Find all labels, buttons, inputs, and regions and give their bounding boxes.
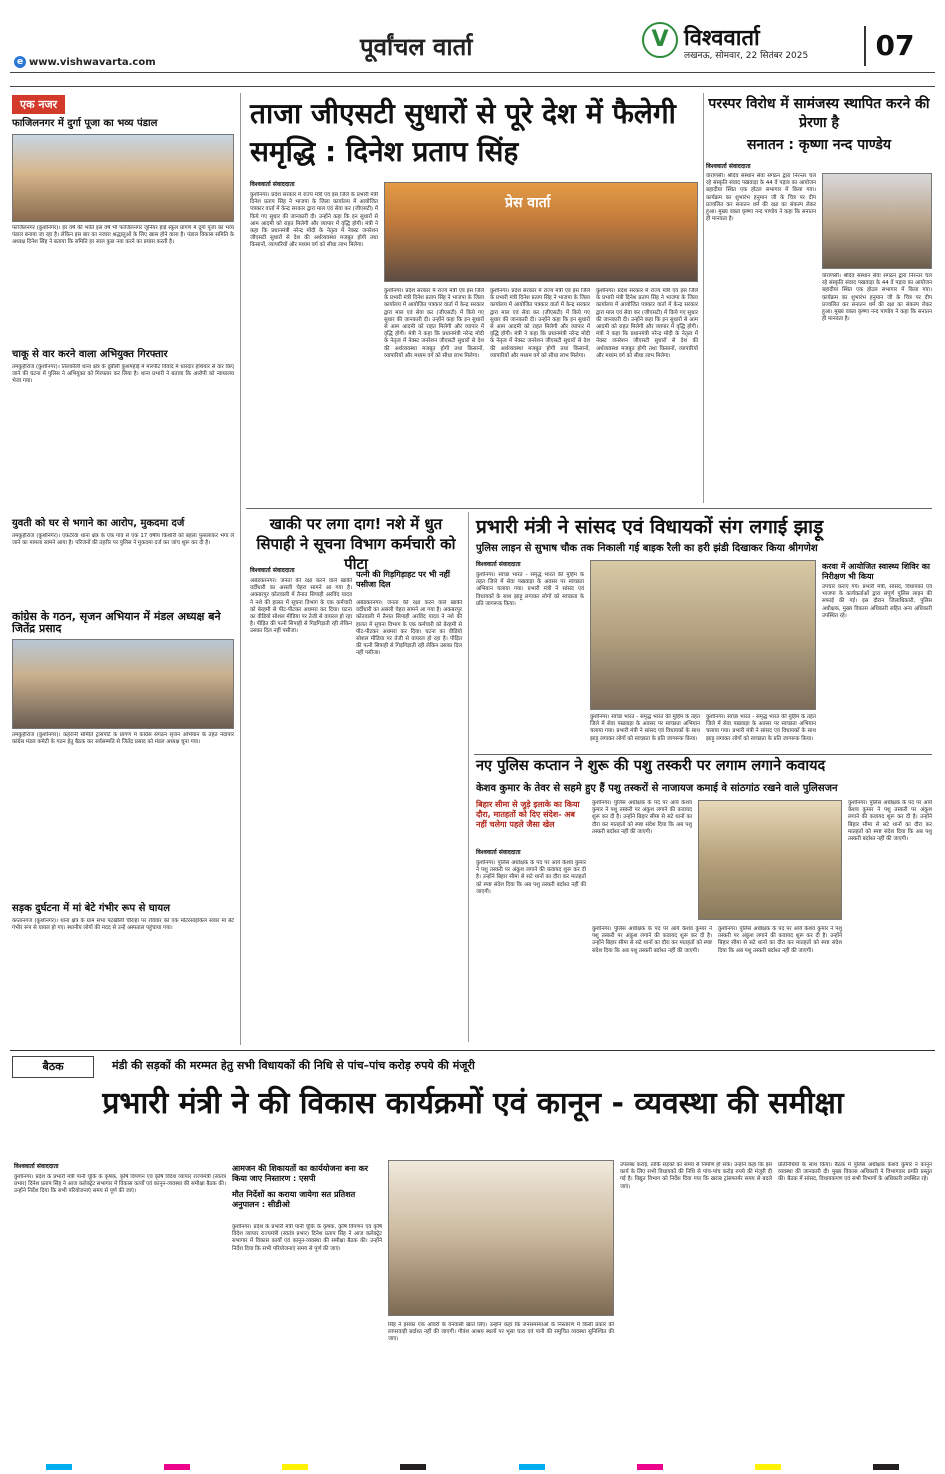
khaki-byline: विश्ववार्ता संवाददाता xyxy=(250,567,295,574)
bottom-section-rule xyxy=(10,1050,935,1051)
ek-nazar-tag: एक नजर xyxy=(12,95,65,114)
police-bullet: बिहार सीमा से जुड़े इलाके का किया दौरा, मातहतों को दिए संदेश- अब नहीं चलेगा पहले जैसा खेल xyxy=(476,800,580,829)
police-byline: विश्ववार्ता संवाददाता xyxy=(476,849,521,856)
logo-icon: V xyxy=(642,22,678,58)
masthead-rule xyxy=(10,72,935,73)
main-body-col2: कुशीनगर। प्रदेश सरकार में राज्य मंत्री एवं इस जिले के प्रभारी मंत्री दिनेश प्रताप सिंह ने भाजपा के जिला कार्यालय में आयोजित पत्रकार वार्ता में केन्द्र सरकार द्वारा माल एवं सेवा कर (जीएसटी) में किये गए सुधार की जानकारी दी। उन्होंने कहा कि इन सुधारों से आम आदमी को राहत मिलेगी और व्यापार में वृद्धि होगी। मंत्री ने कहा कि प्रधानमंत्री नरेन्द्र मोदी के नेतृत्व में नेक्स्ट जनरेशन जीएसटी सुधारों से देश की अर्थव्यवस्था मजबूत होगी तथा किसानों, व्यापारियों और मध्यम वर्ग को सीधा लाभ मिलेगा। xyxy=(384,288,484,359)
jhadu-byline: विश्ववार्ता संवाददाता xyxy=(476,561,521,568)
police-subhead: केशव कुमार के तेवर से सहमे हुए हैं पशु तस्करों से नाजायज कमाई वे सांठगांठ रखने वाले पुलिसजन xyxy=(476,783,838,794)
baithak-strap: मंडी की सड़कों की मरम्मत हेतु सभी विधायकों की निधि से पांच–पांच करोड़ रुपये की मंजूरी xyxy=(112,1059,475,1072)
reg-cyan-2 xyxy=(519,1464,545,1470)
jhadu-body-col1: कुशीनगर। स्वच्छ भारत - समृद्ध भारत की मुहिम के तहत जिले में सेवा पखवाड़ा के अवसर पर स्वच्छता अभियान चलाया गया। प्रभारी मंत्री ने सांसद एवं विधायकों के साथ झाड़ू लगाकर लोगों को स्वच्छता के प्रति जागरूक किया। xyxy=(476,572,584,607)
print-registration-marks xyxy=(0,1462,945,1472)
reg-magenta-2 xyxy=(637,1464,663,1470)
column-divider-mid xyxy=(468,512,469,1042)
sanatan-event-photo xyxy=(822,173,932,269)
jhadu-side-body: उपचार कराएं गये। प्रभारी मंत्री, सांसद, विधायकों एवं भाजपा के कार्यकर्ताओं द्वारा संपूर्ण पुलिस लाइन की सफाई की गई। इस दौरान जिलाधिकारी, पुलिस अधीक्षक, मुख्य विकास अधिकारी सहित अन्य अधिकारी उपस्थित रहे। xyxy=(822,584,932,619)
police-body-col5: कुशीनगर। पुलिस अधीक्षक के पद पर आये केशव कुमार ने पशु तस्करी पर अंकुश लगाने की कवायद शुरू कर दी है। उन्होंने बिहार सीमा से सटे थानों का दौरा कर मातहतों को स्पष्ट संदेश दिया कि अब पशु तस्करी बर्दाश्त नहीं की जाएगी। xyxy=(592,926,712,954)
jhadu-side-bullet: करवा में आयोजित स्वास्थ्य शिविर का निरीक्षण भी किया xyxy=(822,562,930,581)
baithak-body-col2: कुशीनगर। प्रदेश के प्रभारी मंत्री पानी चूंकि के कृषक, कृषि विपणन एवं कृषि विदेश व्यापार राज्यमंत्री (स्वतंत्र प्रभार) दिनेश प्रताप सिंह ने आज कलेक्ट्रेट सभागार में विकास कार्यों एवं कानून-व्यवस्था की समीक्षा बैठक की। उन्होंने निर्देश दिया कि सभी परियोजनाएं समय से पूर्ण की जाएं। xyxy=(232,1224,382,1252)
main-headline: ताजा जीएसटी सुधारों से पूरे देश में फैलेगी समृद्धि : दिनेश प्रताप सिंह xyxy=(250,97,676,168)
reg-yellow xyxy=(282,1464,308,1470)
left-story1-headline: फाजिलनगर में दुर्गा पूजा का भव्य पंडाल xyxy=(12,118,158,129)
left-story5-body: कप्तानगंज (कुशीनगर)। थाना क्षेत्र के ग्राम सभा पटखौली चौराहा पर रविवार को एक मोटरसाइकिल सवार मां बेटे गंभीर रूप से घायल हो गए। स्थानीय लोगों की मदद से उन्हें अस्पताल पहुंचाया गया। xyxy=(12,918,234,932)
reg-cyan xyxy=(46,1464,72,1470)
main-body-col1: कुशीनगर। प्रदेश सरकार में राज्य मंत्री एवं इस जिले के प्रभारी मंत्री दिनेश प्रताप सिंह ने भाजपा के जिला कार्यालय में आयोजित पत्रकार वार्ता में केन्द्र सरकार द्वारा माल एवं सेवा कर (जीएसटी) में किये गए सुधार की जानकारी दी। उन्होंने कहा कि इन सुधारों से आम आदमी को राहत मिलेगी और व्यापार में वृद्धि होगी। मंत्री ने कहा कि प्रधानमंत्री नरेन्द्र मोदी के नेतृत्व में नेक्स्ट जनरेशन जीएसटी सुधारों से देश की अर्थव्यवस्था मजबूत होगी तथा किसानों, व्यापारियों और मध्यम वर्ग को सीधा लाभ मिलेगा। xyxy=(250,192,378,249)
reg-magenta xyxy=(164,1464,190,1470)
review-meeting-photo xyxy=(388,1160,614,1316)
police-body-col2: कुशीनगर। पुलिस अधीक्षक के पद पर आये केशव कुमार ने पशु तस्करी पर अंकुश लगाने की कवायद शुरू कर दी है। उन्होंने बिहार सीमा से सटे थानों का दौरा कर मातहतों को स्पष्ट संदेश दिया कि अब पशु तस्करी बर्दाश्त नहीं की जाएगी। xyxy=(592,800,692,835)
cleanliness-drive-photo xyxy=(590,560,816,710)
left-story4-headline: कांग्रेस के गठन, सृजन अभियान में मंडल अध्यक्ष बने जितेंद्र प्रसाद xyxy=(12,610,221,635)
khaki-body-col1: अंबेडकरनगर। जनता की रक्षा करने वाले खाकी वर्दीधारी का असली चेहरा सामने आ गया है। अकबरपुर कोतवाली में तैनात सिपाही अरविंद यादव ने नशे की हालत में सूचना विभाग के एक कर्मचारी को बेरहमी से पीट-पीटकर अधमरा कर दिया। घटना का वीडियो सोशल मीडिया पर तेजी से वायरल हो रहा है। पीड़ित की पत्नी सिपाही से गिड़गिड़ाती रही लेकिन उसका दिल नहीं पसीजा। xyxy=(250,578,352,635)
left-story2-body: तमकुहीराज (कुशीनगर)। तिलकौली थाना क्षेत्र के दुबौली कुशमहाई में मारपीट विवाद में धारदार हथियार से वार किए जाने की घटना में पुलिस ने अभियुक्त को गिरफ्तार कर लिया है। थाना प्रभारी ने बताया कि आरोपी को न्यायालय भेजा गया। xyxy=(12,364,234,385)
masthead-rule-2 xyxy=(10,86,935,87)
left-story4-caption: तमकुहीराज (कुशीनगर)। कहरानी समिति ट्रांसपोर्ट के प्रांगण में कांग्रेस संगठन सृजन अभियान के तहत नंदापार कांग्रेस मंडल कमेटी के गठन हेतु बैठक कर सर्वसम्मति से जितेंद्र प्रसाद को मंडल अध्यक्ष चुना गया। xyxy=(12,732,234,746)
police-headline: नए पुलिस कप्तान ने शुरू की पशु तस्करी पर लगाम लगाने कवायद xyxy=(476,758,826,774)
police-body-col4: कुशीनगर। पुलिस अधीक्षक के पद पर आये केशव कुमार ने पशु तस्करी पर अंकुश लगाने की कवायद शुरू कर दी है। उन्होंने बिहार सीमा से सटे थानों का दौरा कर मातहतों को स्पष्ट संदेश दिया कि अब पशु तस्करी बर्दाश्त नहीं की जाएगी। xyxy=(848,800,932,843)
right-top-body-2: वाराणसी। श्रीदेव संस्थान सेवा संगठन द्वारा निरन्तर चल रहे संस्कृति संवाद पखवाड़ा के 44 वें पड़ाव का आयोजन बहादीया स्थित एक होटल सभागार में किया गया। कार्यक्रम का शुभारंभ हनुमान जी के चित्र पर दीप प्रज्वलित कर सनातन धर्म की रक्षा का संकल्प लेकर हुआ। मुख्य वक्ता कृष्णा नन्द पाण्डेय ने कहा कि सनातन ही मानवता है। xyxy=(822,273,932,323)
baithak-bullet2: मौत निर्देशों का कराया जायेगा सत प्रतिशत अनुपालन : सीडीओ xyxy=(232,1190,356,1209)
baithak-body-col4: उपलब्ध कराई, ताकि सड़कों का समय से निर्माण हो सके। उन्होंने कहा कि इस कार्य के लिए सभी विधायकों की निधि से पांच-पांच करोड़ रुपये की मंजूरी दी गई है। विद्युत विभाग को निर्देश दिया गया कि खराब ट्रांसफार्मर समय से बदले जाएं। xyxy=(620,1162,772,1190)
left-story2-headline: चाकू से वार करने वाला अभियुक्त गिरफ्तार xyxy=(12,349,168,360)
baithak-headline: प्रभारी मंत्री ने की विकास कार्यक्रमों एवं कानून - व्यवस्था की समीक्षा xyxy=(102,1086,844,1121)
main-body-col3: कुशीनगर। प्रदेश सरकार में राज्य मंत्री एवं इस जिले के प्रभारी मंत्री दिनेश प्रताप सिंह ने भाजपा के जिला कार्यालय में आयोजित पत्रकार वार्ता में केन्द्र सरकार द्वारा माल एवं सेवा कर (जीएसटी) में किये गए सुधार की जानकारी दी। उन्होंने कहा कि इन सुधारों से आम आदमी को राहत मिलेगी और व्यापार में वृद्धि होगी। मंत्री ने कहा कि प्रधानमंत्री नरेन्द्र मोदी के नेतृत्व में नेक्स्ट जनरेशन जीएसटी सुधारों से देश की अर्थव्यवस्था मजबूत होगी तथा किसानों, व्यापारियों और मध्यम वर्ग को सीधा लाभ मिलेगा। xyxy=(490,288,590,359)
column-divider xyxy=(240,93,241,1045)
khaki-headline: खाकी पर लगा दाग! नशे में धुत सिपाही ने सूचना विभाग कर्मचारी को पीटा xyxy=(256,515,456,573)
baithak-bullet1: आमजन की शिकायतों का कार्ययोजना बना कर किया जाए निस्तारण : एसपी xyxy=(232,1164,368,1183)
right-top-headline: परस्पर विरोध में सामंजस्य स्थापित करने की प्रेरणा है xyxy=(708,96,930,131)
pandal-photo xyxy=(12,134,234,222)
main-byline: विश्ववार्ता संवाददाता xyxy=(250,181,295,188)
browser-icon: e xyxy=(14,56,26,68)
left-column xyxy=(12,93,234,1018)
dateline: लखनऊ, सोमवार, 22 सितंबर 2025 xyxy=(684,51,809,61)
url-text: www.vishwavarta.com xyxy=(29,57,156,68)
left-story1-caption: फाजिलनगर (कुशीनगर)। हर वर्ष की भांति इस वर्ष भी फाजिलनगर जूनियर हाई स्कूल प्रांगण में दुर्गा पूजा का भव्य पंडाल बनाया जा रहा है। लेकिन इस बार का नजारा श्रद्धालुओं के लिए खास होने वाला है। पंडाल विकास समिति के अध्यक्ष दिनेश सिंह ने बताया कि समिति हर साल कुछ नया करने का प्रयास करती है। xyxy=(12,225,234,246)
section-rule xyxy=(246,508,932,509)
website-url[interactable] xyxy=(14,56,156,68)
right-top-byline: विश्ववार्ता संवाददाता xyxy=(706,163,751,170)
page-number: 07 xyxy=(864,26,924,66)
press-conference-photo xyxy=(384,182,698,282)
jhadu-headline: प्रभारी मंत्री ने सांसद एवं विधायकों संग लगाई झाड़ू xyxy=(476,516,824,538)
jhadu-body-col3: कुशीनगर। स्वच्छ भारत - समृद्ध भारत की मुहिम के तहत जिले में सेवा पखवाड़ा के अवसर पर स्वच्छता अभियान चलाया गया। प्रभारी मंत्री ने सांसद एवं विधायकों के साथ झाड़ू लगाकर लोगों को स्वच्छता के प्रति जागरूक किया। xyxy=(706,714,816,742)
khaki-body-col2: अंबेडकरनगर। जनता की रक्षा करने वाले खाकी वर्दीधारी का असली चेहरा सामने आ गया है। अकबरपुर कोतवाली में तैनात सिपाही अरविंद यादव ने नशे की हालत में सूचना विभाग के एक कर्मचारी को बेरहमी से पीट-पीटकर अधमरा कर दिया। घटना का वीडियो सोशल मीडिया पर तेजी से वायरल हो रहा है। पीड़ित की पत्नी सिपाही से गिड़गिड़ाती रही लेकिन उसका दिल नहीं पसीजा। xyxy=(356,600,462,657)
section-rule-2 xyxy=(474,754,932,755)
baithak-byline: विश्ववार्ता संवाददाता xyxy=(14,1163,59,1170)
police-body-col1: कुशीनगर। पुलिस अधीक्षक के पद पर आये केशव कुमार ने पशु तस्करी पर अंकुश लगाने की कवायद शुरू कर दी है। उन्होंने बिहार सीमा से सटे थानों का दौरा कर मातहतों को स्पष्ट संदेश दिया कि अब पशु तस्करी बर्दाश्त नहीं की जाएगी। xyxy=(476,860,586,895)
left-story5-headline: सड़क दुर्घटना में मां बेटे गंभीर रूप से घायल xyxy=(12,903,170,914)
baithak-tag: बैठक xyxy=(12,1056,94,1078)
reg-yellow-2 xyxy=(755,1464,781,1470)
right-top-subhead: सनातन : कृष्णा नन्द पाण्डेय xyxy=(746,137,892,153)
brand-name: विश्ववार्ता xyxy=(684,26,760,51)
right-top-story xyxy=(706,95,932,493)
congress-meeting-photo xyxy=(12,639,234,729)
sp-inspection-photo xyxy=(698,800,842,920)
baithak-body-col1: कुशीनगर। प्रदेश के प्रभारी मंत्री पानी चूंकि के कृषक, कृषि विपणन एवं कृषि विदेश व्यापार राज्यमंत्री (स्वतंत्र प्रभार) दिनेश प्रताप सिंह ने आज कलेक्ट्रेट सभागार में विकास कार्यों एवं कानून-व्यवस्था की समीक्षा बैठक की। उन्होंने निर्देश दिया कि सभी परियोजनाएं समय से पूर्ण की जाएं। xyxy=(14,1174,226,1195)
reg-black xyxy=(400,1464,426,1470)
khaki-bullet: पत्नी की गिड़गिड़ाहट पर भी नहीं पसीजा दिल xyxy=(356,570,450,589)
section-title: पूर्वांचल वार्ता xyxy=(360,33,473,61)
baithak-body-col3: सिंह ने इसका एक ओवरी के वनवासी खाते लिए। उन्होंने कहा कि जनसमस्याओं के निस्तारण में किसी प्रकार की लापरवाही बर्दाश्त नहीं की जाएगी। गौवंश आश्रय स्थलों पर भूसा चारा एवं पानी की समुचित व्यवस्था सुनिश्चित की जाए। xyxy=(388,1322,614,1343)
jhadu-subhead: पुलिस लाइन से सुभाष चौक तक निकाली गई बाइक रैली का हरी झंडी दिखाकर किया श्रीगणेश xyxy=(476,543,818,554)
left-story3-body: तमकुहीराज (कुशीनगर)। एकटेरवा थाना क्षेत्र के एक गांव से एक 17 वर्षीय किशोरी को बहला फुसलाकर भगा ले जाने का मामला सामने आया है। परिजनों की तहरीर पर पुलिस ने मुकदमा दर्ज कर जांच शुरू कर दी है। xyxy=(12,533,234,547)
press-banner-text: प्रेस वार्ता xyxy=(505,195,551,211)
jhadu-body-col2: कुशीनगर। स्वच्छ भारत - समृद्ध भारत की मुहिम के तहत जिले में सेवा पखवाड़ा के अवसर पर स्वच्छता अभियान चलाया गया। प्रभारी मंत्री ने सांसद एवं विधायकों के साथ झाड़ू लगाकर लोगों को स्वच्छता के प्रति जागरूक किया। xyxy=(590,714,700,742)
police-body-col6: कुशीनगर। पुलिस अधीक्षक के पद पर आये केशव कुमार ने पशु तस्करी पर अंकुश लगाने की कवायद शुरू कर दी है। उन्होंने बिहार सीमा से सटे थानों का दौरा कर मातहतों को स्पष्ट संदेश दिया कि अब पशु तस्करी बर्दाश्त नहीं की जाएगी। xyxy=(718,926,842,954)
right-top-body: वाराणसी। श्रीदेव संस्थान सेवा संगठन द्वारा निरन्तर चल रहे संस्कृति संवाद पखवाड़ा के 44 वें पड़ाव का आयोजन बहादीया स्थित एक होटल सभागार में किया गया। कार्यक्रम का शुभारंभ हनुमान जी के चित्र पर दीप प्रज्वलित कर सनातन धर्म की रक्षा का संकल्प लेकर हुआ। मुख्य वक्ता कृष्णा नन्द पाण्डेय ने कहा कि सनातन ही मानवता है। xyxy=(706,173,816,223)
column-divider-right xyxy=(703,93,704,503)
reg-black-2 xyxy=(873,1464,899,1470)
main-body-col4: कुशीनगर। प्रदेश सरकार में राज्य मंत्री एवं इस जिले के प्रभारी मंत्री दिनेश प्रताप सिंह ने भाजपा के जिला कार्यालय में आयोजित पत्रकार वार्ता में केन्द्र सरकार द्वारा माल एवं सेवा कर (जीएसटी) में किये गए सुधार की जानकारी दी। उन्होंने कहा कि इन सुधारों से आम आदमी को राहत मिलेगी और व्यापार में वृद्धि होगी। मंत्री ने कहा कि प्रधानमंत्री नरेन्द्र मोदी के नेतृत्व में नेक्स्ट जनरेशन जीएसटी सुधारों से देश की अर्थव्यवस्था मजबूत होगी तथा किसानों, व्यापारियों और मध्यम वर्ग को सीधा लाभ मिलेगा। xyxy=(596,288,698,359)
baithak-body-col5: प्रतिनिधियों के साथ किया। बैठक में पुलिस अधीक्षक केशव कुमार ने कानून व्यवस्था की जानकारी दी। मुख्य विकास अधिकारी ने विभागवार प्रगति प्रस्तुत की। बैठक में सांसद, विधायकगण एवं सभी विभागों के अधिकारी उपस्थित रहे। xyxy=(778,1162,932,1183)
left-story3-headline: युवती को घर से भगाने का आरोप, मुकदमा दर्ज xyxy=(12,518,185,529)
